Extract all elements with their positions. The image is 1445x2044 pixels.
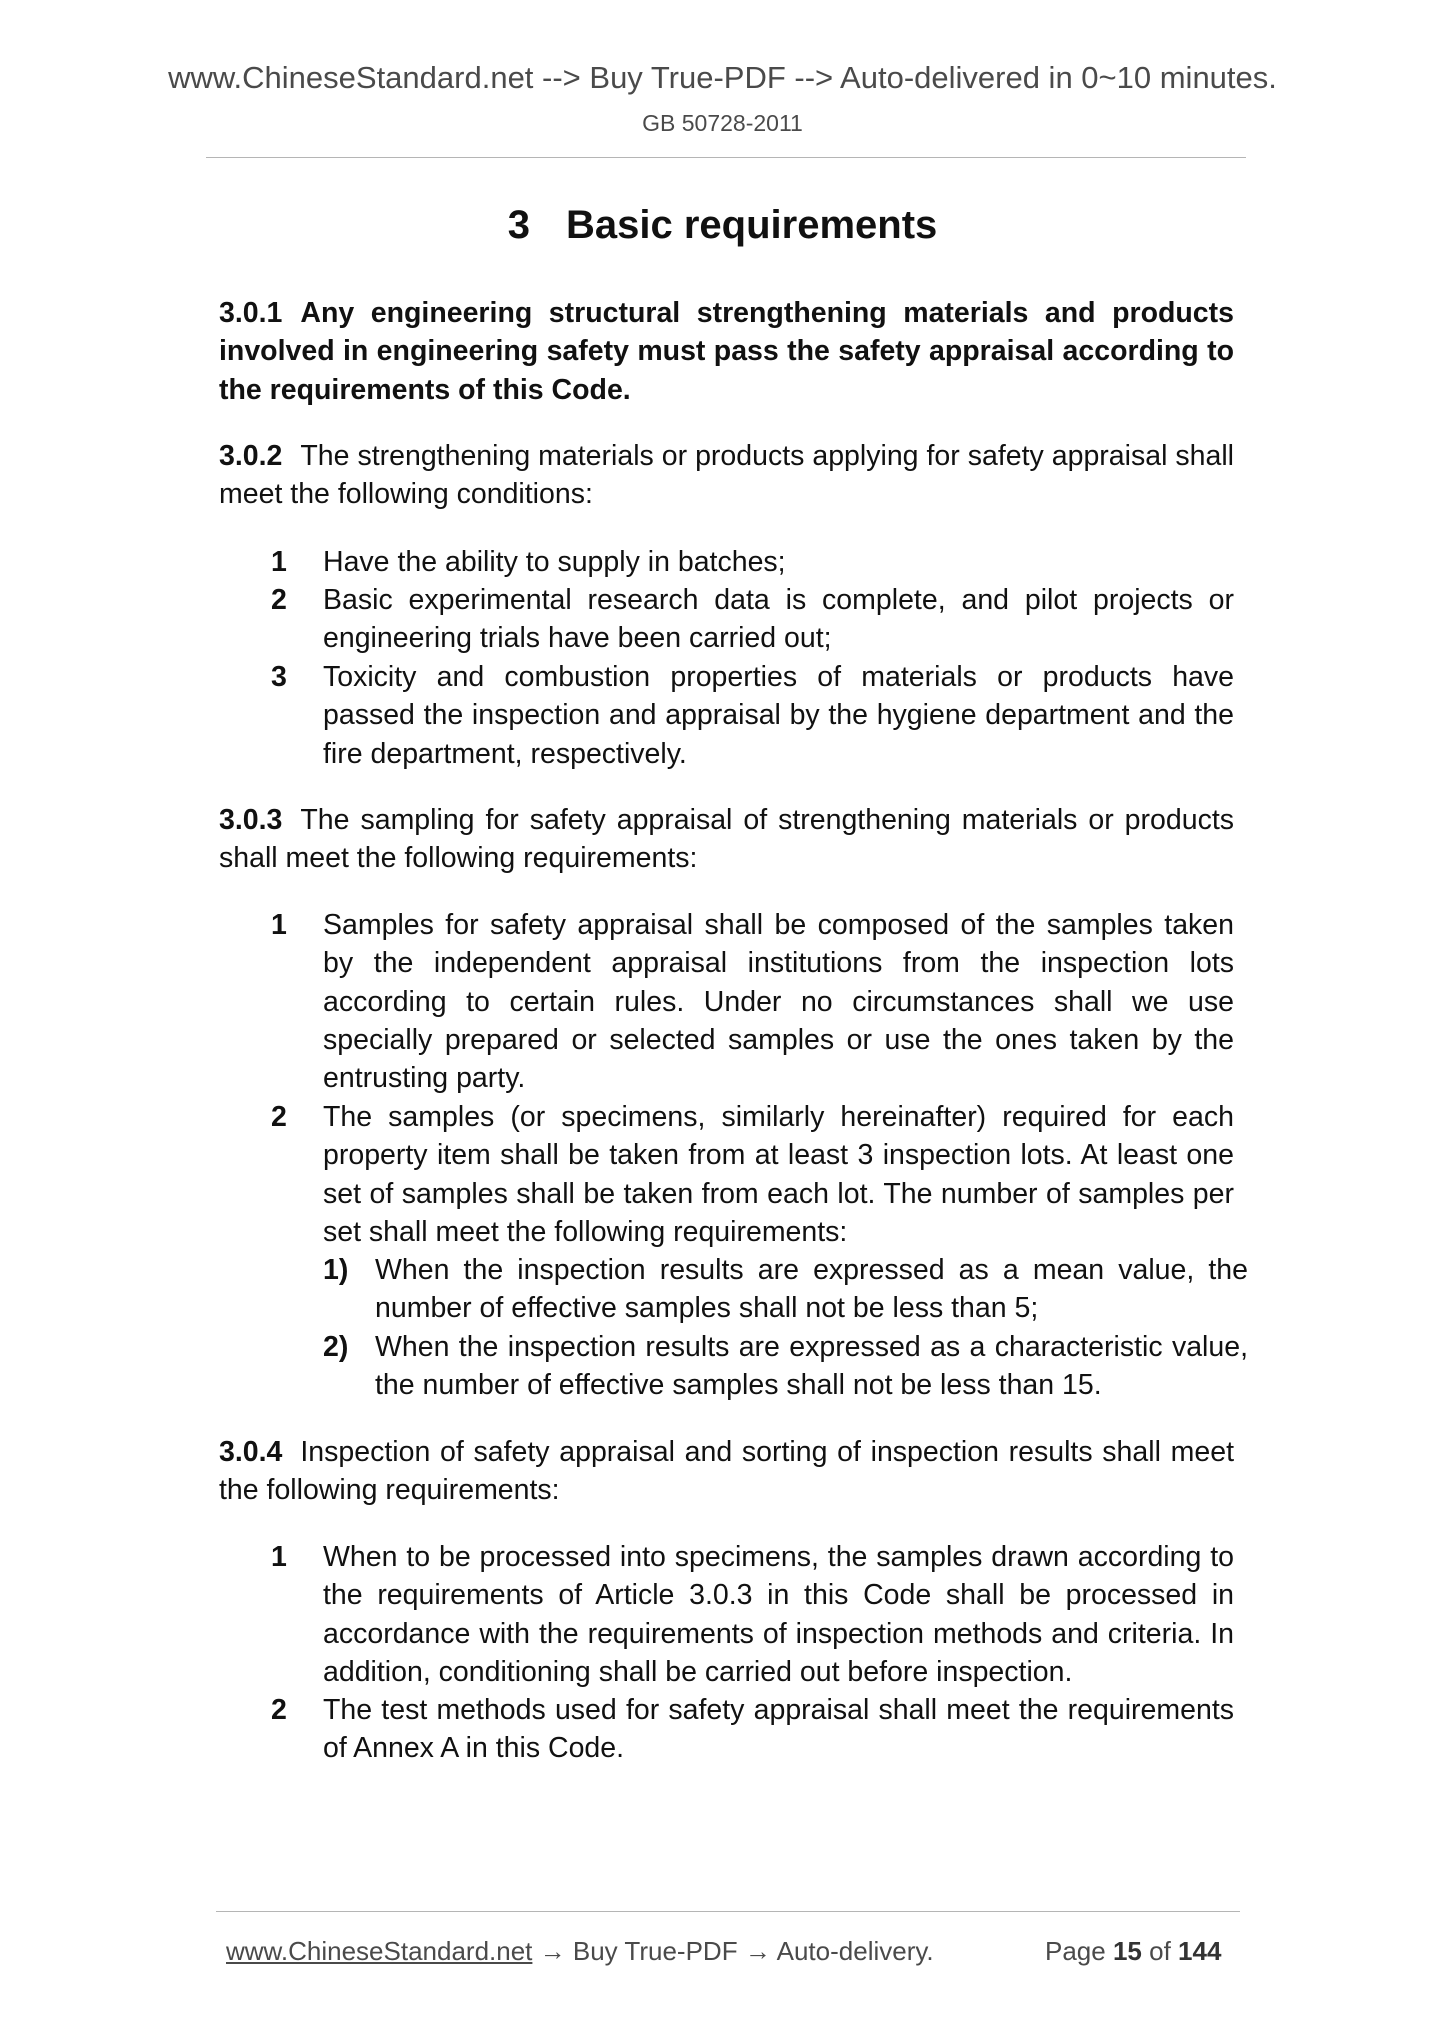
subitem-number: 2) [323,1331,349,1363]
item-text: Have the ability to supply in batches; [323,546,786,578]
footer-site-link[interactable]: www.ChineseStandard.net [226,1936,533,1966]
page-number [1045,1934,1221,1968]
footer-buy-text: Buy True-PDF [572,1936,738,1966]
item-number: 1 [271,546,287,578]
arrow-icon: → [744,1936,771,1966]
item-number: 2 [271,1694,287,1726]
clause-3-0-2 [219,437,1234,514]
arrow-icon: → [539,1936,566,1966]
header-banner[interactable]: www.ChineseStandard.net --> Buy True-PDF --> Auto-delivered in 0~10 minutes. [168,60,1277,95]
clause-text: Inspection of safety appraisal and sorting of inspection results shall meet the following requirements: [219,1436,1234,1507]
footer-divider [216,1911,1240,1912]
clause-text: Any engineering structural strengthening materials and products involved in engineering safety must pass the safety appraisal according to the requirements of this Code. [219,297,1234,406]
section-title [0,200,1445,250]
subitem-number: 1) [323,1254,349,1286]
item-text: The samples (or specimens, similarly hereinafter) required for each property item shall be taken from at least 3 inspection lots. At least one set of samples shall be taken from each lot. The number of samples per set shall meet the following requirements: [323,1101,1234,1248]
item-text: Basic experimental research data is complete, and pilot projects or engineering trials have been carried out; [323,584,1234,655]
clause-number: 3.0.1 [219,297,283,329]
clause-number: 3.0.4 [219,1436,283,1468]
clause-number: 3.0.2 [219,440,283,472]
item-text: The test methods used for safety appraisal shall meet the requirements of Annex A in this Code. [323,1694,1234,1765]
clause-text: The strengthening materials or products applying for safety appraisal shall meet the following conditions: [219,440,1234,511]
clause-3-0-1 [219,294,1234,409]
page-of: of [1149,1936,1171,1966]
clause-text: The sampling for safety appraisal of strengthening materials or products shall meet the following requirements: [219,804,1234,875]
item-number: 1 [271,909,287,941]
item-text: Samples for safety appraisal shall be composed of the samples taken by the independent appraisal institutions from the inspection lots according to certain rules. Under no circumstances shall we use specially prepared or selected samples or use the ones taken by the entrusting party. [323,909,1234,1095]
footer-links [226,1934,934,1968]
item-number: 3 [271,661,287,693]
item-number: 2 [271,1101,287,1133]
standard-id: GB 50728-2011 [642,110,803,136]
footer-delivery-text: Auto-delivery. [776,1936,934,1966]
item-number: 1 [271,1541,287,1573]
subitem-text: When the inspection results are expressed as a mean value, the number of effective samples shall not be less than 5; [375,1254,1248,1325]
subitem-text: When the inspection results are expressed as a characteristic value, the number of effective samples shall not be less than 15. [375,1331,1248,1402]
page-total: 144 [1178,1936,1222,1966]
section-title-text: Basic requirements [565,203,938,247]
item-text: Toxicity and combustion properties of materials or products have passed the inspection and appraisal by the hygiene department and the fire department, respectively. [323,661,1234,770]
clause-3-0-3 [219,801,1234,878]
section-number: 3 [507,203,530,247]
page-label: Page [1045,1936,1106,1966]
item-number: 2 [271,584,287,616]
page-current: 15 [1112,1936,1142,1966]
clause-number: 3.0.3 [219,804,283,836]
item-text: When to be processed into specimens, the samples drawn according to the requirements of Article 3.0.3 in this Code shall be processed in accordance with the requirements of inspection methods and criteria. In addition, conditioning shall be carried out before inspection. [323,1541,1234,1688]
clause-3-0-4 [219,1433,1234,1510]
header-divider [206,157,1246,158]
